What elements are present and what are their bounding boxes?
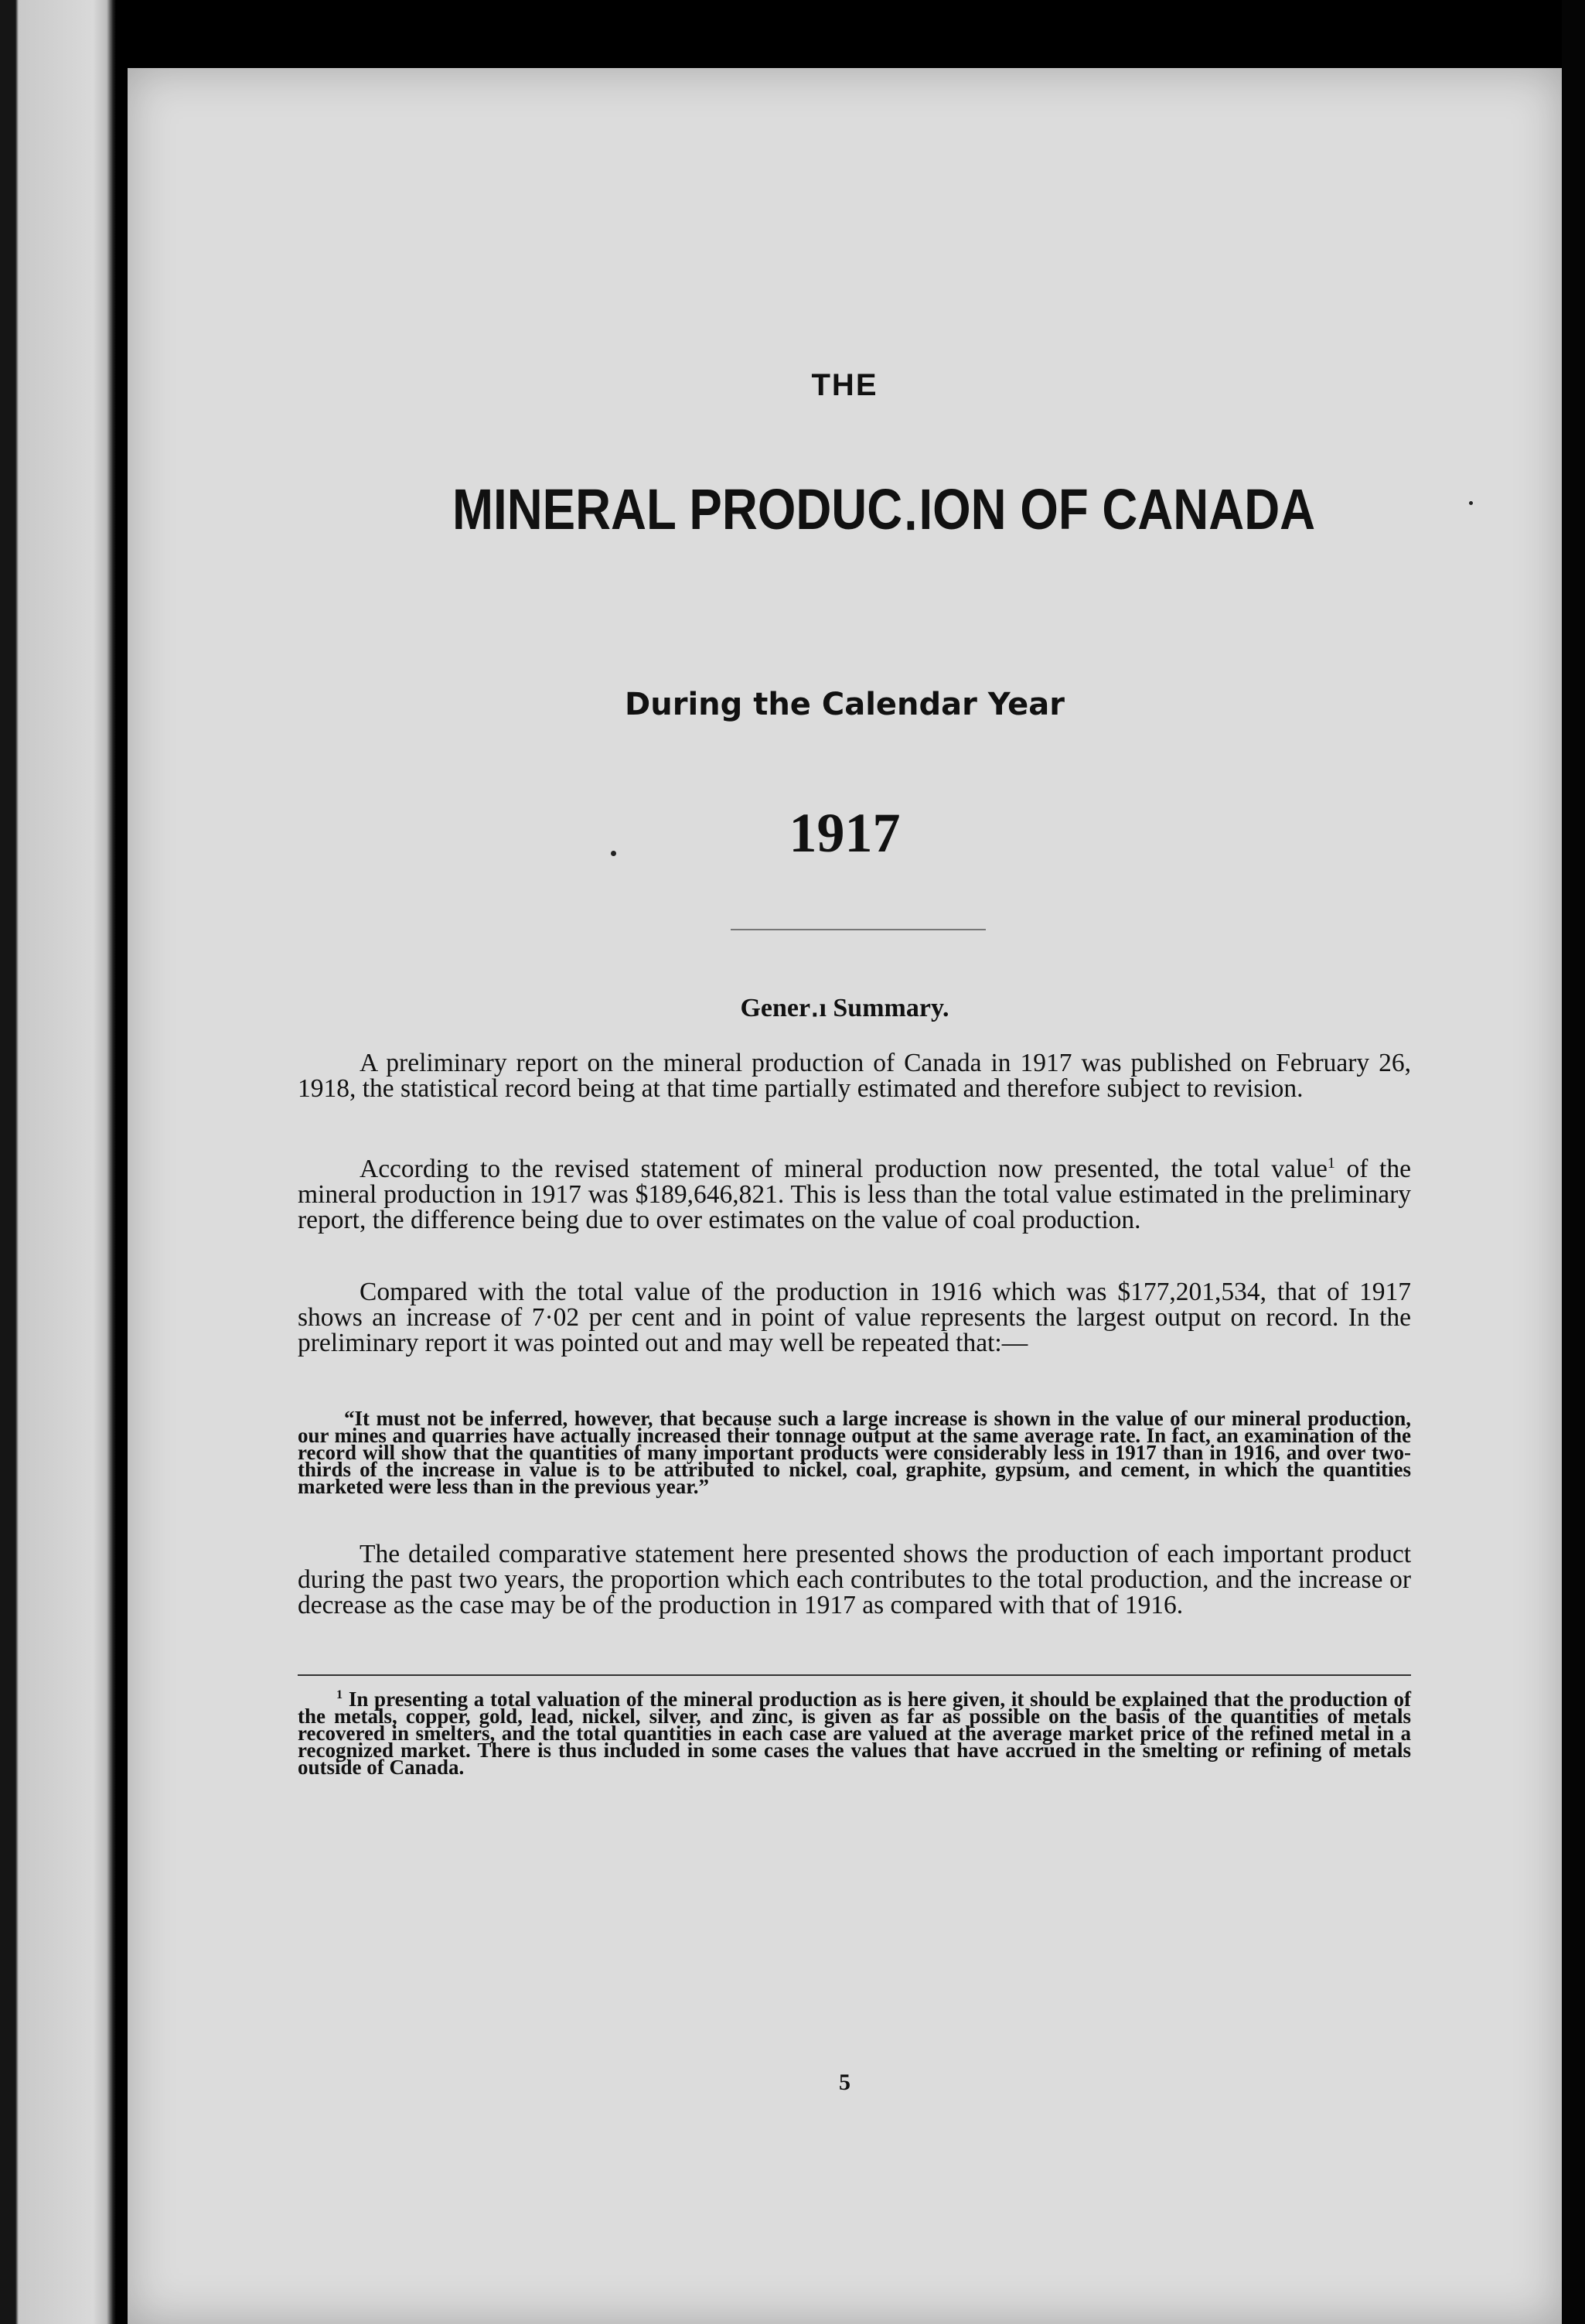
footnote-divider [298, 1674, 1411, 1676]
paragraph-text: A preliminary report on the mineral production of Canada in 1917 was published on February 26, 1918, the statistical record being at that time partially estimated and therefore subject to revision. [298, 1049, 1411, 1103]
paragraph-2 [298, 1151, 1411, 1233]
paragraph-1 [298, 1050, 1411, 1101]
paragraph-text-part: According to the revised statement of mineral production now presented, the total value [360, 1155, 1328, 1184]
footnote [298, 1686, 1411, 1779]
speck [611, 851, 616, 856]
footnote-marker: 1 [336, 1688, 343, 1701]
page-title: MINERAL PRODUC․ION OF CANADA [452, 477, 1316, 541]
facing-page-edge [0, 0, 116, 2324]
title-header: THE [811, 368, 878, 402]
footnote-text [298, 1686, 1411, 1779]
paragraph-4 [298, 1541, 1411, 1618]
paragraph-text-part: of the mineral production in 1917 was $189,646,821. This is less than the total value estimated in the preliminary report, the difference being due to over estimates on the value of coal production. [298, 1155, 1411, 1235]
paragraph-text [298, 1151, 1411, 1233]
paragraph-text: The detailed comparative statement here presented shows the production of each important product during the past two years, the proportion which each contributes to the total production, and the increase or decrease as the case may be of the production in 1917 as compared with that of 1916. [298, 1540, 1411, 1619]
paragraph-text: Compared with the total value of the production in 1916 which was $177,201,534, that of 1917 shows an increase of 7·02 per cent and in point of value represents the largest output on record. In the preliminary report it was pointed out and may well be repeated that:— [298, 1278, 1411, 1357]
footnote-reference: 1 [1327, 1155, 1335, 1172]
footnote-body: In presenting a total valuation of the mineral production as is here given, it should be explained that the production of the metals, copper, gold, lead, nickel, silver, and zinc, is given as far as possible on the basis of the quantities of metals recovered in smelters, and the total quantities in each case are valued at the average market price of the refined metal in a recognized market. There is thus included in some cases the values that have accrued in the smelting or refining of metals outside of Canada. [298, 1688, 1411, 1779]
block-quote [298, 1407, 1411, 1498]
title-divider [731, 929, 986, 930]
report-year: 1917 [789, 802, 901, 864]
paragraph-3 [298, 1279, 1411, 1356]
speck [1469, 501, 1473, 505]
document-page [128, 68, 1562, 2324]
page-subtitle: During the Calendar Year [625, 687, 1065, 722]
section-heading: Gener․ı Summary. [740, 994, 949, 1022]
quote-text: “It must not be inferred, however, that because such a large increase is shown in the value of our mineral production, our mines and quarries have actually increased their tonnage output at the same average rate. In fact, an examination of the record will show that the quantities of many important products were considerably less in 1917 than in 1916, and over two-thirds of the increase in value is to be attributed to nickel, coal, graphite, gypsum, and cement, in which the quantities marketed were less than in the previous year.” [298, 1407, 1411, 1498]
page-number: 5 [839, 2070, 850, 2095]
scan-border [1562, 0, 1585, 2324]
